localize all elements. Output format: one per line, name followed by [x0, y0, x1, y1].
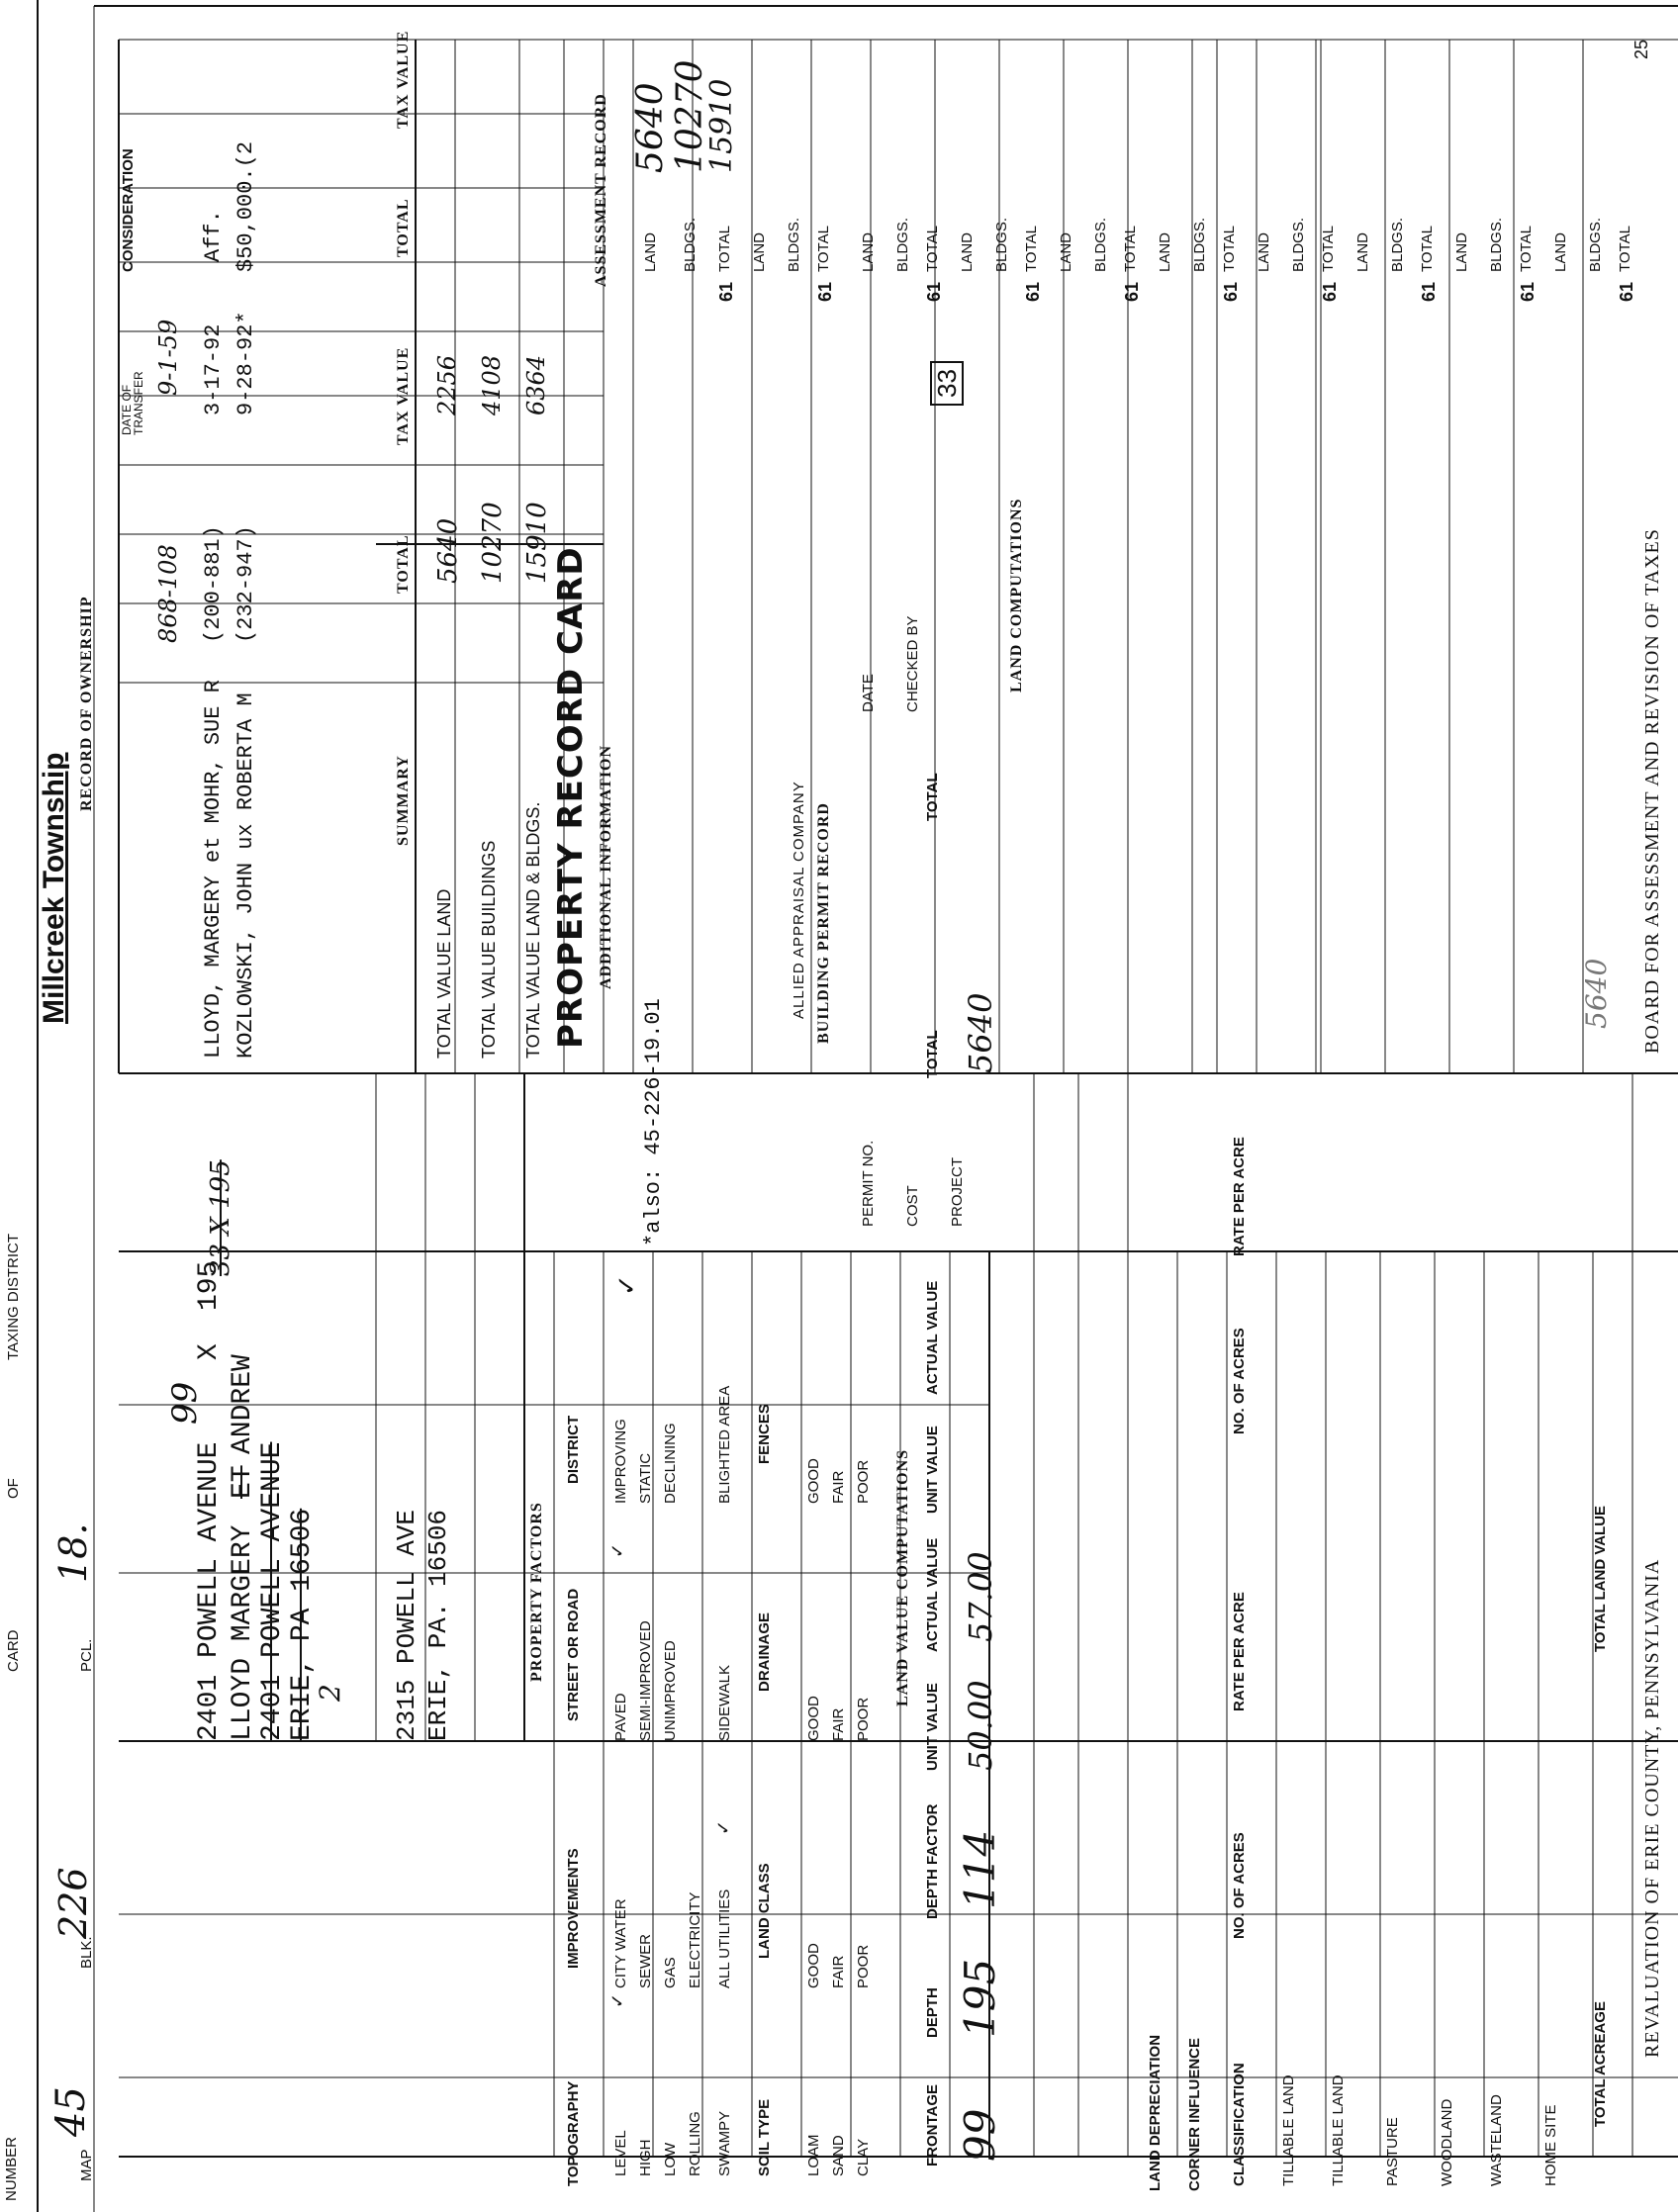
street-sidewalk: SIDEWALK	[716, 1665, 733, 1741]
land-class-header: LAND CLASS	[756, 1863, 773, 1959]
assessment-bldgs-label-5: BLDGS.	[1092, 217, 1109, 272]
improvements-header: IMPROVEMENTS	[565, 1848, 582, 1969]
assessment-land-label-9: LAND	[1453, 231, 1470, 272]
depth-factor-value: 114	[956, 1829, 1004, 1909]
assessment-bldgs-label-8: BLDGS.	[1389, 217, 1406, 272]
assessment-hand-total: 15910	[704, 78, 739, 173]
assessment-total-label-10: TOTAL	[1617, 226, 1633, 272]
frontage-new: 99	[165, 1381, 205, 1425]
impr-electricity: ELECTRICITY	[687, 1891, 703, 1988]
frontage-value: 99	[956, 2108, 1004, 2162]
district-static-check: ✓	[611, 1274, 641, 1296]
summary-row3-label: TOTAL VALUE LAND & BLDGS.	[523, 801, 543, 1059]
assessment-total-label-8: TOTAL	[1419, 226, 1436, 272]
summary-title: SUMMARY	[395, 755, 412, 846]
assessment-title: ASSESSMENT RECORD	[593, 93, 609, 287]
factors-title: PROPERTY FACTORS	[528, 1502, 545, 1682]
address-note: 2	[314, 1684, 346, 1702]
assessment-land-label-10: LAND	[1552, 231, 1569, 272]
fences-poor: POOR	[855, 1459, 872, 1504]
land-depreciation-label: LAND DEPRECIATION	[1147, 2034, 1164, 2191]
consideration-header: CONSIDERATION	[120, 148, 137, 272]
assessment-year-5: 61	[1122, 281, 1142, 302]
impr-sewer: SEWER	[637, 1933, 654, 1988]
street-semi: SEMI-IMPROVED	[637, 1620, 654, 1741]
corner-influence-label: CORNER INFLUENCE	[1186, 2037, 1203, 2191]
assessment-total-label-5: TOTAL	[1122, 226, 1139, 272]
topo-level-check: ✓	[607, 1992, 627, 2008]
dims-depth: 195	[194, 1260, 225, 1311]
assessment-year-4: 61	[1023, 281, 1043, 302]
assessment-land-label-6: LAND	[1157, 231, 1173, 272]
fences-fair: FAIR	[830, 1470, 847, 1504]
footer-left: REVALUATION OF ERIE COUNTY, PENNSYLVANIA	[1641, 1558, 1663, 2058]
taxing-district-label: TAXING DISTRICT	[5, 1233, 22, 1360]
assessment-land-label-3: LAND	[860, 231, 877, 272]
drainage-header: DRAINAGE	[756, 1612, 773, 1692]
assessment-total-header: TOTAL	[395, 198, 412, 257]
rate-acre-header-1: RATE PER ACRE	[1231, 1592, 1248, 1711]
assessment-hand-bldgs: 10270	[670, 59, 710, 173]
assessment-year-9: 61	[1518, 281, 1538, 302]
land-total-value: 5640	[962, 992, 999, 1073]
address-line1: 2401 POWELL AVENUE	[194, 1441, 225, 1741]
land-computations-title: LAND COMPUTATIONS	[1008, 498, 1025, 692]
blk-label: BLK.	[78, 1936, 95, 1969]
assessment-land-label-2: LAND	[751, 231, 768, 272]
impr-all-utilities: ALL UTILITIES	[716, 1889, 733, 1988]
total-land-value-hand: 5640	[1580, 958, 1613, 1029]
summary-row1-total: 5640	[433, 517, 463, 584]
pcl-value: 18.	[51, 1522, 95, 1583]
topo-level: LEVEL	[612, 2130, 629, 2176]
assessment-bldgs-label-6: BLDGS.	[1191, 217, 1208, 272]
summary-total-header: TOTAL	[395, 534, 412, 594]
depth-value: 195	[956, 1958, 1004, 2038]
owner-row1-date: 9-1-59	[154, 319, 182, 396]
dims-x: X	[194, 1343, 225, 1360]
total-header-1: TOTAL	[924, 1030, 941, 1078]
no-acres-header-2: NO. OF ACRES	[1231, 1328, 1248, 1434]
assessment-land-label-7: LAND	[1256, 231, 1272, 272]
owner-row2-consideration: Aff.	[201, 210, 226, 262]
actual-value-header-1: ACTUAL VALUE	[924, 1537, 941, 1652]
street-paved: PAVED	[612, 1693, 629, 1741]
district-improving: IMPROVING	[612, 1419, 629, 1504]
assessment-bldgs-label-4: BLDGS.	[993, 217, 1010, 272]
assessment-land-label-8: LAND	[1354, 231, 1371, 272]
soil-sand: SAND	[830, 2135, 847, 2176]
total-header-2: TOTAL	[924, 773, 941, 821]
appraisal-company: ALLIED APPRAISAL COMPANY	[791, 781, 807, 1019]
district-static: STATIC	[637, 1452, 654, 1504]
assessment-land-label: LAND	[642, 231, 659, 272]
street-header: STREET OR ROAD	[565, 1588, 582, 1721]
assessment-total-label-9: TOTAL	[1518, 226, 1535, 272]
soil-clay: CLAY	[855, 2138, 872, 2176]
summary-row2-label: TOTAL VALUE BUILDINGS	[479, 840, 499, 1059]
map-label: MAP	[78, 2149, 95, 2181]
assessment-year-10: 61	[1617, 281, 1636, 302]
assessment-year-3: 61	[924, 281, 944, 302]
mail-line1: 2315 POWELL AVE	[392, 1509, 421, 1741]
permit-project-label: PROJECT	[949, 1156, 966, 1227]
impr-water: CITY WATER	[612, 1898, 629, 1988]
map-value: 45	[48, 2086, 94, 2137]
assessment-bldgs-label-2: BLDGS.	[786, 217, 802, 272]
assessment-total-label-4: TOTAL	[1023, 226, 1040, 272]
number-label: NUMBER	[3, 2136, 20, 2201]
district-blighted: BLIGHTED AREA	[716, 1385, 733, 1504]
soil-loam: LOAM	[805, 2134, 822, 2176]
actual-value-header-2: ACTUAL VALUE	[924, 1280, 941, 1395]
assessment-bldgs-label: BLDGS.	[682, 217, 699, 272]
drainage-poor: POOR	[855, 1697, 872, 1741]
fences-header: FENCES	[756, 1404, 773, 1464]
owner-row1-book: 868-108	[154, 544, 182, 643]
topo-rolling: ROLLING	[687, 2111, 703, 2176]
owner-row2-date: 3-17-92	[201, 323, 226, 415]
soil-header: SOIL TYPE	[756, 2098, 773, 2176]
permit-no-label: PERMIT NO.	[860, 1140, 877, 1227]
owner-row3-consideration: $50,000.(2	[233, 140, 258, 272]
acreage-row-6: HOME SITE	[1542, 2104, 1559, 2186]
date-transfer-header: DATE OF TRANSFER	[120, 371, 145, 435]
of-label: OF	[5, 1478, 22, 1499]
assessment-total-label: TOTAL	[716, 226, 733, 272]
district-declining: DECLINING	[662, 1423, 679, 1504]
assessment-bldgs-label-7: BLDGS.	[1290, 217, 1307, 272]
struck-dims: 33 X 195	[206, 1159, 235, 1276]
impr-gas: GAS	[662, 1957, 679, 1988]
topo-swampy: SWAMPY	[716, 2110, 733, 2176]
owner-row3-book: (232-947)	[233, 525, 258, 643]
land-class-fair: FAIR	[830, 1955, 847, 1988]
address-line2-end: ANDREW	[228, 1354, 258, 1454]
acreage-row-2: TILLABLE LAND	[1330, 2074, 1347, 2186]
summary-tax-header: TAX VALUE	[395, 346, 412, 445]
assessment-land-label-5: LAND	[1058, 231, 1074, 272]
classification-header: CLASSIFICATION	[1231, 2063, 1248, 2186]
assessment-tax-header: TAX VALUE	[395, 30, 412, 129]
additional-note: *also: 45-226-19.01	[641, 998, 666, 1246]
total-land-value-label: TOTAL LAND VALUE	[1592, 1505, 1609, 1652]
ownership-title: RECORD OF OWNERSHIP	[78, 596, 95, 811]
summary-row3-total: 15910	[522, 502, 552, 584]
permit-date-label: DATE	[860, 674, 877, 712]
actual-value-value: 57.00	[962, 1551, 999, 1642]
mail-line2: ERIE, PA. 16506	[423, 1509, 453, 1741]
footer-right: BOARD FOR ASSESSMENT AND REVISION OF TAXES	[1641, 528, 1663, 1054]
unit-value-header-1: UNIT VALUE	[924, 1683, 941, 1771]
assessment-total-label-2: TOTAL	[815, 226, 832, 272]
owner-row3-date: 9-28-92*	[233, 311, 258, 415]
topo-low: LOW	[662, 2142, 679, 2176]
no-acres-header-1: NO. OF ACRES	[1231, 1832, 1248, 1939]
district-header: DISTRICT	[565, 1415, 582, 1484]
land-class-good: GOOD	[805, 1943, 822, 1988]
unit-value-header-2: UNIT VALUE	[924, 1426, 941, 1514]
pcl-label: PCL.	[78, 1638, 95, 1672]
township-name: Millcreek Township	[38, 752, 70, 1024]
assessment-year-7: 61	[1320, 281, 1340, 302]
land-class-poor: POOR	[855, 1944, 872, 1988]
acreage-row-1: TILLABLE LAND	[1280, 2074, 1297, 2186]
blk-value: 226	[51, 1867, 95, 1939]
depth-header: DEPTH	[924, 1987, 941, 2038]
card-label: CARD	[5, 1629, 22, 1672]
assessment-bldgs-label-10: BLDGS.	[1587, 217, 1604, 272]
address-line4-struck: ERIE, PA 16506	[287, 1508, 318, 1741]
topography-header: TOPOGRAPHY	[565, 2080, 582, 2186]
card-title: PROPERTY RECORD CARD	[551, 546, 591, 1049]
permit-checked-label: CHECKED BY	[904, 615, 921, 712]
permit-cost-label: COST	[904, 1185, 921, 1227]
unit-value-value: 50.00	[962, 1680, 999, 1771]
owner-row2-name: LLOYD, MARGERY et MOHR, SUE R	[201, 680, 226, 1059]
drainage-good: GOOD	[805, 1696, 822, 1741]
assessment-land-label-4: LAND	[959, 231, 976, 272]
assessment-bldgs-label-3: BLDGS.	[894, 217, 911, 272]
assessment-year-8: 61	[1419, 281, 1439, 302]
total-acreage-label: TOTAL ACREAGE	[1592, 2001, 1609, 2127]
assessment-year-6: 61	[1221, 281, 1241, 302]
topo-high: HIGH	[637, 2139, 654, 2176]
address-line3-struck: 2401 POWELL AVENUE	[257, 1441, 288, 1741]
land-value-title: LAND VALUE COMPUTATIONS	[894, 1448, 911, 1706]
corner-number: 25	[1631, 39, 1651, 59]
address-line2-struck: ET	[228, 1465, 258, 1499]
acreage-row-5: WASTELAND	[1488, 2094, 1505, 2186]
acreage-row-4: WOODLAND	[1439, 2098, 1455, 2186]
assessment-hand-land: 5640	[630, 82, 671, 173]
assessment-year: 61	[716, 281, 736, 302]
assessment-total-label-7: TOTAL	[1320, 226, 1337, 272]
frontage-header: FRONTAGE	[924, 2083, 941, 2166]
impr-utilities-check: ✓	[713, 1819, 733, 1835]
summary-row3-tax: 6364	[522, 354, 550, 415]
assessment-year-2: 61	[815, 281, 835, 302]
depth-factor-header: DEPTH FACTOR	[924, 1803, 941, 1919]
summary-row1-tax: 2256	[433, 354, 461, 415]
permit-title: BUILDING PERMIT RECORD	[815, 802, 832, 1044]
fences-good: GOOD	[805, 1458, 822, 1504]
rate-acre-header-2: RATE PER ACRE	[1231, 1137, 1248, 1256]
assessment-bldgs-label-9: BLDGS.	[1488, 217, 1505, 272]
address-line2: LLOYD MARGERY	[228, 1524, 258, 1741]
summary-row1-label: TOTAL VALUE LAND	[434, 888, 454, 1059]
card-number: 33	[930, 361, 964, 406]
street-paved-check: ✓	[607, 1542, 627, 1558]
summary-row2-total: 10270	[478, 502, 508, 584]
additional-title: ADDITIONAL INFORMATION	[598, 744, 614, 989]
acreage-row-3: PASTURE	[1384, 2117, 1401, 2186]
summary-row2-tax: 4108	[478, 354, 506, 415]
assessment-total-label-3: TOTAL	[924, 226, 941, 272]
street-unimproved: UNIMPROVED	[662, 1640, 679, 1741]
owner-row2-book: (200-881)	[201, 525, 226, 643]
assessment-total-label-6: TOTAL	[1221, 226, 1238, 272]
owner-row3-name: KOZLOWSKI, JOHN ux ROBERTA M	[233, 692, 258, 1059]
drainage-fair: FAIR	[830, 1707, 847, 1741]
